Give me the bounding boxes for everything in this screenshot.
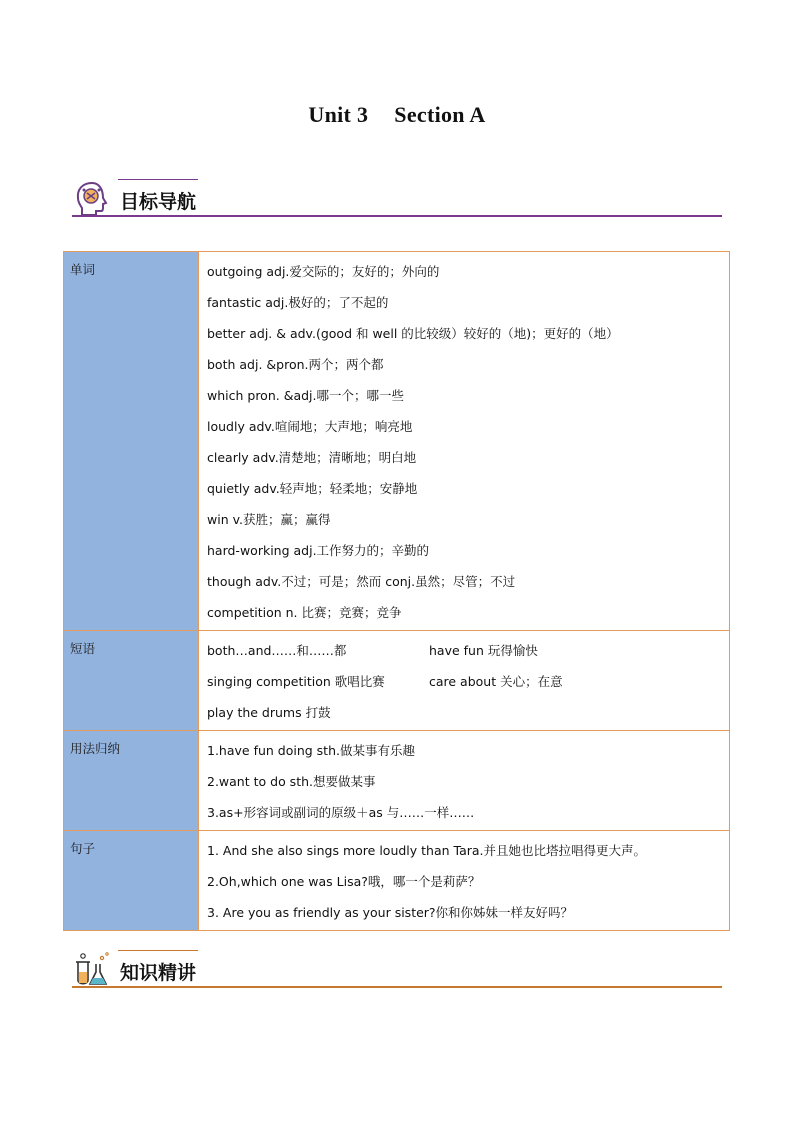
list-item: outgoing adj.爱交际的；友好的；外向的 [207, 264, 440, 279]
vocabulary-table [63, 251, 730, 931]
title-unit: Unit 3 [308, 102, 369, 127]
list-item: competition n. 比赛；竞赛；竞争 [207, 605, 402, 620]
category-cell: 用法归纳 [64, 731, 199, 831]
content-cell [199, 731, 730, 831]
list-item: which pron. &adj.哪一个；哪一些 [207, 388, 404, 403]
title-section: Section A [394, 102, 486, 127]
list-item: 1. And she also sings more loudly than Tara.并且她也比塔拉唱得更大声。 [207, 843, 647, 858]
list-item: 3. Are you as friendly as your sister?你和你姊妹一样友好吗？ [207, 905, 574, 920]
category-cell: 句子 [64, 831, 199, 931]
table-row-usage [64, 731, 730, 831]
phrase-item: care about 关心；在意 [429, 674, 563, 689]
list-item: fantastic adj.极好的；了不起的 [207, 295, 389, 310]
list-item: 2.want to do sth.想要做某事 [207, 774, 376, 789]
page-title [0, 102, 794, 128]
section-heading-knowledge [72, 950, 722, 990]
table-row-words [64, 252, 730, 631]
category-cell: 短语 [64, 631, 199, 731]
list-item: win v.获胜；赢；赢得 [207, 512, 331, 527]
phrase-item: both…and……和……都 [207, 643, 347, 658]
phrase-row [207, 697, 721, 728]
heading-underline [72, 986, 722, 988]
content-cell [199, 252, 730, 631]
list-item: loudly adv.喧闹地；大声地；响亮地 [207, 419, 413, 434]
list-item: 1.have fun doing sth.做某事有乐趣 [207, 743, 415, 758]
table-row-sentences [64, 831, 730, 931]
phrase-row [207, 666, 721, 697]
section-heading-label: 知识精讲 [120, 962, 197, 984]
list-item: better adj. & adv.(good 和 well 的比较级）较好的（地)；更好的（地） [207, 326, 619, 341]
list-item: though adv.不过；可是；然而 conj.虽然；尽管；不过 [207, 574, 516, 589]
list-item: 2.Oh,which one was Lisa?哦，哪一个是莉萨？ [207, 874, 481, 889]
heading-topline [118, 950, 198, 951]
list-item: both adj. &pron.两个；两个都 [207, 357, 384, 372]
section-heading-objectives [72, 179, 722, 219]
phrase-item: have fun 玩得愉快 [429, 643, 538, 658]
list-item: clearly adv.清楚地；清晰地；明白地 [207, 450, 417, 465]
lab-flask-icon [72, 950, 112, 990]
section-heading-label: 目标导航 [120, 191, 197, 213]
phrase-item: play the drums 打鼓 [207, 705, 331, 720]
list-item: 3.as+形容词或副词的原级＋as 与……一样…… [207, 805, 475, 820]
category-cell: 单词 [64, 252, 199, 631]
phrase-item: singing competition 歌唱比赛 [207, 674, 385, 689]
table-row-phrases [64, 631, 730, 731]
content-cell [199, 831, 730, 931]
phrase-row [207, 635, 721, 666]
heading-underline [72, 215, 722, 217]
heading-topline [118, 179, 198, 180]
content-cell [199, 631, 730, 731]
list-item: hard-working adj.工作努力的；辛勤的 [207, 543, 430, 558]
list-item: quietly adv.轻声地；轻柔地；安静地 [207, 481, 418, 496]
brain-icon [72, 179, 112, 219]
